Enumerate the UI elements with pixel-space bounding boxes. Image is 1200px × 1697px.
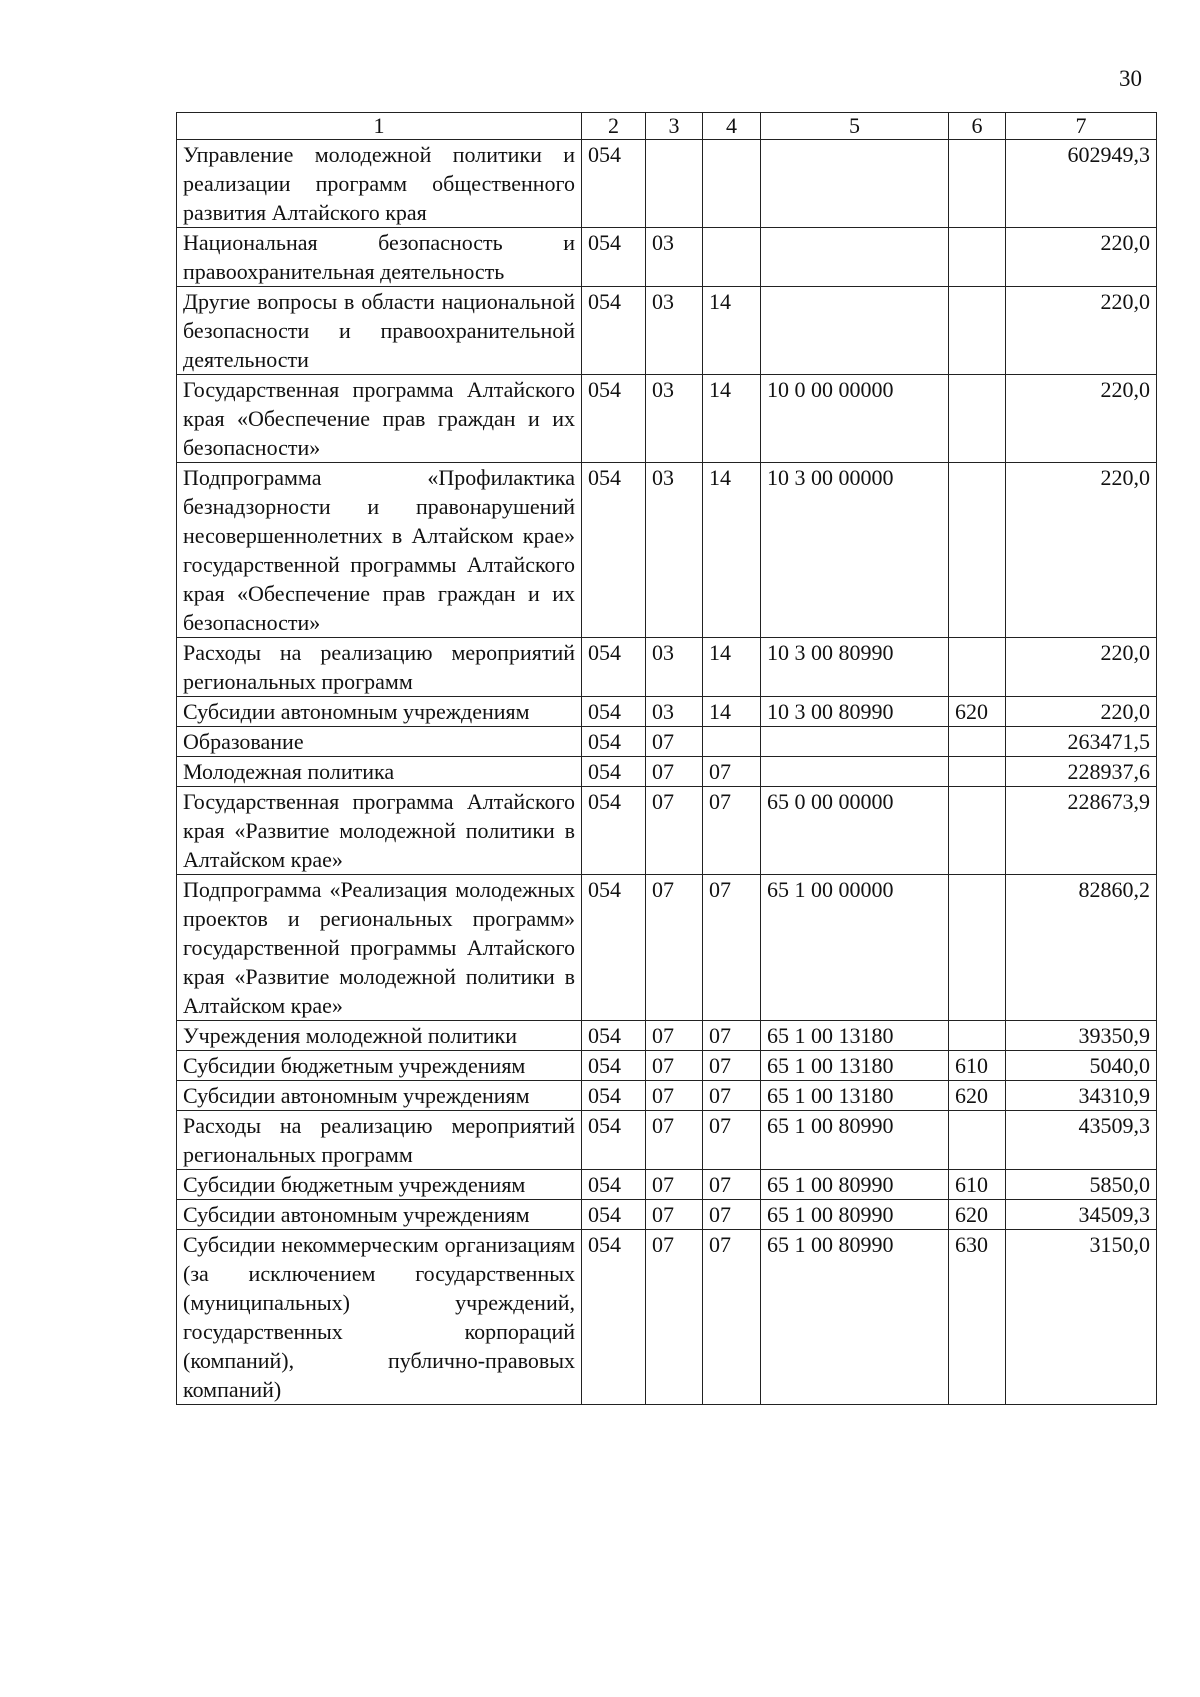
expense-type-cell xyxy=(949,638,1006,697)
target-article-cell: 65 1 00 80990 xyxy=(761,1200,949,1230)
amount-cell: 220,0 xyxy=(1006,228,1157,287)
section-code-cell: 07 xyxy=(646,1081,703,1111)
section-code-cell: 03 xyxy=(646,638,703,697)
subsection-code-cell xyxy=(703,140,761,228)
table-row xyxy=(177,1081,1157,1111)
table-row xyxy=(177,875,1157,1021)
page-number: 30 xyxy=(1119,66,1142,91)
column-header-5: 5 xyxy=(761,113,949,140)
column-header-1: 1 xyxy=(177,113,582,140)
expense-type-cell xyxy=(949,727,1006,757)
expense-type-cell xyxy=(949,463,1006,638)
target-article-cell xyxy=(761,757,949,787)
section-code-cell: 07 xyxy=(646,727,703,757)
target-article-cell: 65 1 00 80990 xyxy=(761,1111,949,1170)
amount-cell: 5040,0 xyxy=(1006,1051,1157,1081)
ministry-code-cell: 054 xyxy=(582,875,646,1021)
section-code-cell xyxy=(646,140,703,228)
ministry-code-cell: 054 xyxy=(582,697,646,727)
column-header-4: 4 xyxy=(703,113,761,140)
table-row xyxy=(177,1230,1157,1405)
section-code-cell: 07 xyxy=(646,787,703,875)
column-header-2: 2 xyxy=(582,113,646,140)
ministry-code-cell: 054 xyxy=(582,1200,646,1230)
expense-type-cell xyxy=(949,757,1006,787)
subsection-code-cell: 07 xyxy=(703,1021,761,1051)
section-code-cell: 03 xyxy=(646,463,703,638)
target-article-cell: 10 3 00 80990 xyxy=(761,697,949,727)
target-article-cell xyxy=(761,287,949,375)
table-row xyxy=(177,1170,1157,1200)
amount-cell: 228937,6 xyxy=(1006,757,1157,787)
row-name-cell: Государственная программа Алтайского края «Развитие молодежной политики в Алтайском крае» xyxy=(177,787,582,875)
amount-cell: 220,0 xyxy=(1006,638,1157,697)
section-code-cell: 07 xyxy=(646,875,703,1021)
budget-table xyxy=(176,112,1157,1405)
expense-type-cell xyxy=(949,140,1006,228)
ministry-code-cell: 054 xyxy=(582,287,646,375)
subsection-code-cell: 14 xyxy=(703,697,761,727)
subsection-code-cell: 07 xyxy=(703,787,761,875)
row-name-cell: Субсидии автономным учреждениям xyxy=(177,697,582,727)
section-code-cell: 07 xyxy=(646,1170,703,1200)
ministry-code-cell: 054 xyxy=(582,1051,646,1081)
ministry-code-cell: 054 xyxy=(582,787,646,875)
expense-type-cell: 610 xyxy=(949,1170,1006,1200)
amount-cell: 602949,3 xyxy=(1006,140,1157,228)
table-row xyxy=(177,287,1157,375)
table-row xyxy=(177,638,1157,697)
section-code-cell: 07 xyxy=(646,1230,703,1405)
column-header-6: 6 xyxy=(949,113,1006,140)
section-code-cell: 07 xyxy=(646,1021,703,1051)
expense-type-cell: 620 xyxy=(949,1200,1006,1230)
section-code-cell: 07 xyxy=(646,1051,703,1081)
ministry-code-cell: 054 xyxy=(582,463,646,638)
row-name-cell: Расходы на реализацию мероприятий региональных программ xyxy=(177,1111,582,1170)
section-code-cell: 03 xyxy=(646,375,703,463)
row-name-cell: Другие вопросы в области национальной безопасности и правоохранительной деятельности xyxy=(177,287,582,375)
amount-cell: 220,0 xyxy=(1006,463,1157,638)
table-row xyxy=(177,463,1157,638)
ministry-code-cell: 054 xyxy=(582,1170,646,1200)
table-row xyxy=(177,727,1157,757)
ministry-code-cell: 054 xyxy=(582,140,646,228)
subsection-code-cell: 07 xyxy=(703,1230,761,1405)
subsection-code-cell: 07 xyxy=(703,757,761,787)
section-code-cell: 07 xyxy=(646,1111,703,1170)
row-name-cell: Государственная программа Алтайского края «Обеспечение прав граждан и их безопасности» xyxy=(177,375,582,463)
table-row xyxy=(177,787,1157,875)
expense-type-cell xyxy=(949,287,1006,375)
amount-cell: 263471,5 xyxy=(1006,727,1157,757)
subsection-code-cell: 07 xyxy=(703,875,761,1021)
expense-type-cell: 610 xyxy=(949,1051,1006,1081)
target-article-cell: 65 1 00 80990 xyxy=(761,1230,949,1405)
subsection-code-cell: 07 xyxy=(703,1081,761,1111)
row-name-cell: Субсидии автономным учреждениям xyxy=(177,1200,582,1230)
row-name-cell: Подпрограмма «Профилактика безнадзорности и правонарушений несовершеннолетних в Алтайском крае» государственной программы Алтайского края «Обеспечение прав граждан и их безопасности» xyxy=(177,463,582,638)
section-code-cell: 07 xyxy=(646,1200,703,1230)
ministry-code-cell: 054 xyxy=(582,638,646,697)
row-name-cell: Национальная безопасность и правоохранительная деятельность xyxy=(177,228,582,287)
expense-type-cell xyxy=(949,228,1006,287)
subsection-code-cell: 14 xyxy=(703,287,761,375)
target-article-cell: 65 1 00 13180 xyxy=(761,1081,949,1111)
target-article-cell xyxy=(761,228,949,287)
ministry-code-cell: 054 xyxy=(582,1230,646,1405)
row-name-cell: Образование xyxy=(177,727,582,757)
subsection-code-cell xyxy=(703,727,761,757)
row-name-cell: Субсидии бюджетным учреждениям xyxy=(177,1170,582,1200)
table-row xyxy=(177,1111,1157,1170)
target-article-cell: 65 0 00 00000 xyxy=(761,787,949,875)
subsection-code-cell xyxy=(703,228,761,287)
expense-type-cell xyxy=(949,875,1006,1021)
subsection-code-cell: 14 xyxy=(703,638,761,697)
section-code-cell: 03 xyxy=(646,697,703,727)
target-article-cell: 10 3 00 80990 xyxy=(761,638,949,697)
target-article-cell: 10 0 00 00000 xyxy=(761,375,949,463)
amount-cell: 3150,0 xyxy=(1006,1230,1157,1405)
row-name-cell: Молодежная политика xyxy=(177,757,582,787)
expense-type-cell xyxy=(949,1111,1006,1170)
target-article-cell xyxy=(761,140,949,228)
section-code-cell: 03 xyxy=(646,228,703,287)
table-row xyxy=(177,697,1157,727)
expense-type-cell xyxy=(949,1021,1006,1051)
amount-cell: 228673,9 xyxy=(1006,787,1157,875)
table-header-row xyxy=(177,113,1157,140)
ministry-code-cell: 054 xyxy=(582,1021,646,1051)
table-row xyxy=(177,228,1157,287)
expense-type-cell: 620 xyxy=(949,697,1006,727)
expense-type-cell: 630 xyxy=(949,1230,1006,1405)
ministry-code-cell: 054 xyxy=(582,1111,646,1170)
table-row xyxy=(177,140,1157,228)
row-name-cell: Субсидии некоммерческим организациям (за исключением государственных (муниципальных) учреждений, государственных корпораций (компаний), публично-правовых компаний) xyxy=(177,1230,582,1405)
table-row xyxy=(177,1051,1157,1081)
subsection-code-cell: 14 xyxy=(703,463,761,638)
ministry-code-cell: 054 xyxy=(582,757,646,787)
amount-cell: 220,0 xyxy=(1006,287,1157,375)
target-article-cell: 65 1 00 80990 xyxy=(761,1170,949,1200)
table-row xyxy=(177,1021,1157,1051)
row-name-cell: Расходы на реализацию мероприятий региональных программ xyxy=(177,638,582,697)
target-article-cell: 65 1 00 13180 xyxy=(761,1051,949,1081)
row-name-cell: Учреждения молодежной политики xyxy=(177,1021,582,1051)
target-article-cell xyxy=(761,727,949,757)
amount-cell: 34509,3 xyxy=(1006,1200,1157,1230)
subsection-code-cell: 07 xyxy=(703,1200,761,1230)
target-article-cell: 10 3 00 00000 xyxy=(761,463,949,638)
amount-cell: 220,0 xyxy=(1006,375,1157,463)
subsection-code-cell: 07 xyxy=(703,1170,761,1200)
expense-type-cell xyxy=(949,375,1006,463)
subsection-code-cell: 07 xyxy=(703,1111,761,1170)
amount-cell: 43509,3 xyxy=(1006,1111,1157,1170)
amount-cell: 220,0 xyxy=(1006,697,1157,727)
section-code-cell: 03 xyxy=(646,287,703,375)
target-article-cell: 65 1 00 00000 xyxy=(761,875,949,1021)
table-row xyxy=(177,375,1157,463)
section-code-cell: 07 xyxy=(646,757,703,787)
subsection-code-cell: 14 xyxy=(703,375,761,463)
ministry-code-cell: 054 xyxy=(582,228,646,287)
ministry-code-cell: 054 xyxy=(582,375,646,463)
column-header-3: 3 xyxy=(646,113,703,140)
ministry-code-cell: 054 xyxy=(582,727,646,757)
amount-cell: 39350,9 xyxy=(1006,1021,1157,1051)
target-article-cell: 65 1 00 13180 xyxy=(761,1021,949,1051)
column-header-7: 7 xyxy=(1006,113,1157,140)
row-name-cell: Субсидии бюджетным учреждениям xyxy=(177,1051,582,1081)
row-name-cell: Подпрограмма «Реализация молодежных проектов и региональных программ» государственной программы Алтайского края «Развитие молодежной политики в Алтайском крае» xyxy=(177,875,582,1021)
amount-cell: 5850,0 xyxy=(1006,1170,1157,1200)
row-name-cell: Субсидии автономным учреждениям xyxy=(177,1081,582,1111)
ministry-code-cell: 054 xyxy=(582,1081,646,1111)
table-row xyxy=(177,757,1157,787)
expense-type-cell: 620 xyxy=(949,1081,1006,1111)
expense-type-cell xyxy=(949,787,1006,875)
row-name-cell: Управление молодежной политики и реализации программ общественного развития Алтайского края xyxy=(177,140,582,228)
amount-cell: 82860,2 xyxy=(1006,875,1157,1021)
subsection-code-cell: 07 xyxy=(703,1051,761,1081)
amount-cell: 34310,9 xyxy=(1006,1081,1157,1111)
table-row xyxy=(177,1200,1157,1230)
